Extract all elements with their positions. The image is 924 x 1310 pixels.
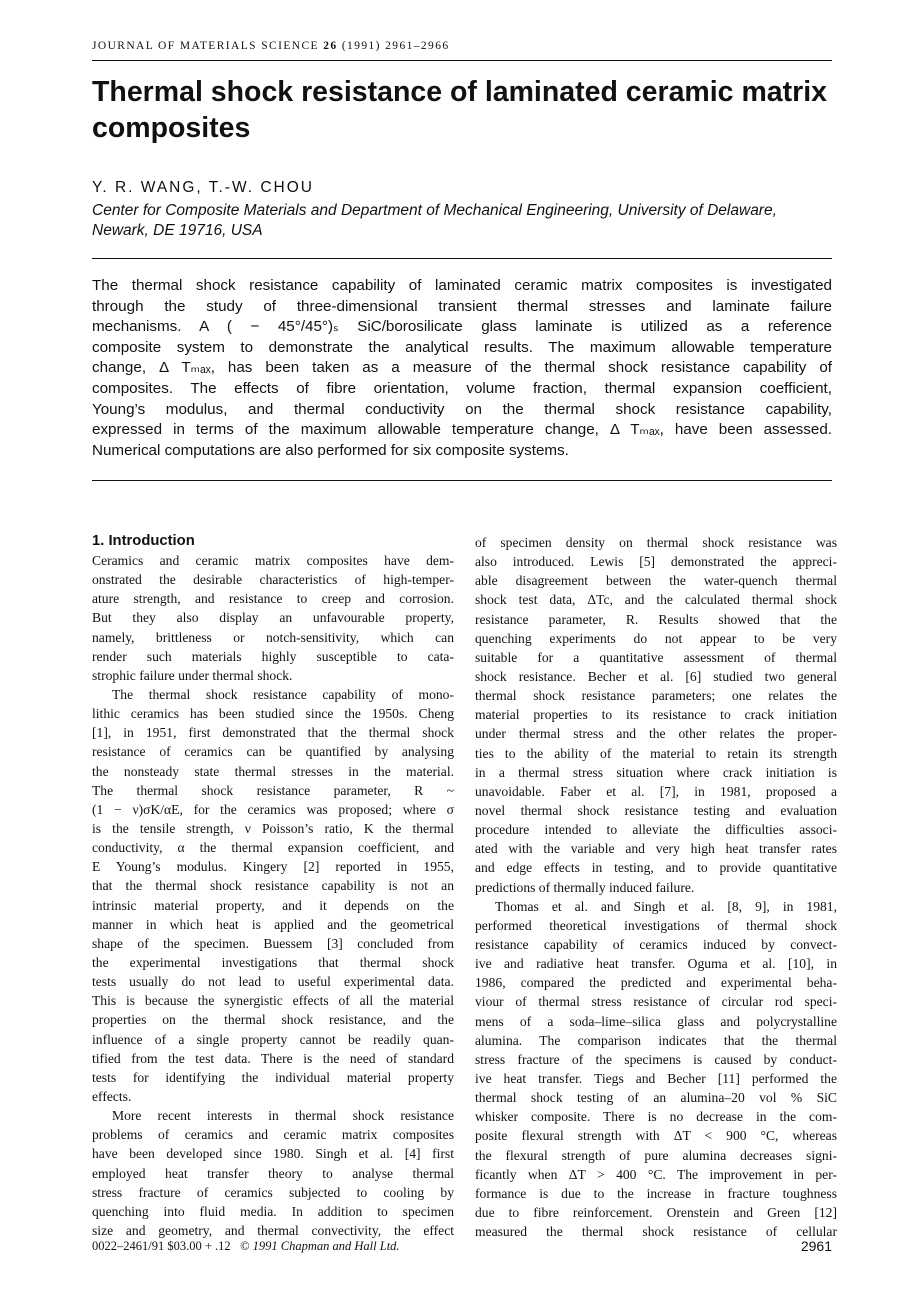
body-line: tified from the test data. There is the need of standard xyxy=(92,1050,454,1066)
body-line: in a thermal stress situation where crack initiation is xyxy=(475,764,837,780)
body-line: intrinsic material property, and it depends on the xyxy=(92,897,454,913)
author-list: Y. R. WANG, T.-W. CHOU xyxy=(92,179,314,196)
body-line: lithic ceramics has been studied since the 1950s. Cheng xyxy=(92,706,454,722)
abstract-line: composites. The effects of fibre orientation, volume fraction, thermal expansion coefficient, xyxy=(92,379,832,397)
journal-name: JOURNAL OF MATERIALS SCIENCE xyxy=(92,40,319,52)
body-line: Ceramics and ceramic matrix composites have dem- xyxy=(92,553,454,568)
abstract-line: Young’s modulus, and thermal conductivity on the thermal shock resistance capability, xyxy=(92,400,832,418)
body-line: But they also display an unfavourable property, xyxy=(92,610,454,626)
body-line: resistance of ceramics can be quantified by analysing xyxy=(92,744,454,760)
body-line: formance is due to the increase in fracture toughness xyxy=(475,1185,837,1201)
body-line: strophic failure under thermal shock. xyxy=(92,667,293,683)
body-line: alumina. The comparison indicates that the thermal xyxy=(475,1032,837,1048)
body-line: of specimen density on thermal shock resistance was xyxy=(475,535,837,550)
article-title: Thermal shock resistance of laminated ceramic matrix composites xyxy=(92,76,827,144)
body-line: tests for identifying the individual material property xyxy=(92,1069,454,1085)
body-line: namely, brittleness or notch-sensitivity, which can xyxy=(92,629,454,645)
footer-publication-info xyxy=(92,1239,400,1254)
body-line: due to fibre reinforcement. Orenstein and Green [12] xyxy=(475,1204,837,1220)
body-line: E Young’s modulus. Kingery [2] reported in 1955, xyxy=(92,859,454,875)
body-line: onstrated the desirable characteristics of high-temper- xyxy=(92,572,454,588)
body-line: stress fracture of the specimens is caused by conduct- xyxy=(475,1051,837,1067)
body-line: resistance capability of ceramics induced by convect- xyxy=(475,936,837,952)
journal-volume: 26 xyxy=(323,40,338,52)
body-line: conductivity, α the thermal expansion coefficient, and xyxy=(92,840,454,856)
footer-copyright: © 1991 Chapman and Hall Ltd. xyxy=(240,1239,400,1253)
abstract-line: Numerical computations are also performed for six composite systems. xyxy=(92,441,569,459)
body-line: 1986, compared the predicted and experimental beha- xyxy=(475,975,837,991)
body-line: shock resistance. Becher et al. [6] studied two general xyxy=(475,668,837,684)
body-line: material properties to its resistance to crack initiation xyxy=(475,707,837,723)
body-line: properties on the thermal shock resistance, and the xyxy=(92,1012,454,1028)
body-line: novel thermal shock resistance testing and evaluation xyxy=(475,802,837,818)
body-line: ties to the ability of the material to retain its strength xyxy=(475,745,837,761)
abstract-line: expressed in terms of the maximum allowable temperature change, Δ Tₘₐₓ, have been assessed. xyxy=(92,421,832,439)
footer-issn-price: 0022–2461/91 $03.00 + .12 xyxy=(92,1239,231,1253)
body-line: ive heat transfer. Tiegs and Becher [11] performed the xyxy=(475,1070,837,1086)
body-line: have been developed since 1980. Singh et al. [4] first xyxy=(92,1146,454,1162)
right-column xyxy=(475,533,837,1241)
body-line: effects. xyxy=(92,1088,132,1104)
body-line: ive and radiative heat transfer. Oguma et al. [10], in xyxy=(475,956,837,972)
abstract xyxy=(92,276,832,461)
body-line: render such materials highly susceptible to cata- xyxy=(92,648,454,664)
body-line: employed heat transfer theory to analyse thermal xyxy=(92,1165,454,1181)
body-line: [1], in 1951, first demonstrated that the thermal shock xyxy=(92,725,454,741)
body-line: quenching into fluid media. In addition to specimen xyxy=(92,1203,454,1219)
body-line: quenching experiments do not appear to be very xyxy=(475,630,837,646)
body-line: under thermal stress and the other relates the proper- xyxy=(475,726,837,742)
abstract-bottom-rule xyxy=(92,480,832,481)
body-line: also introduced. Lewis [5] demonstrated the appreci- xyxy=(475,554,837,570)
body-line: viour of thermal stress resistance of circular rod speci- xyxy=(475,994,837,1010)
journal-header xyxy=(92,40,832,52)
body-line: influence of a single property cannot be readily quan- xyxy=(92,1031,454,1047)
body-line: More recent interests in thermal shock resistance xyxy=(112,1108,454,1124)
abstract-line: The thermal shock resistance capability of laminated ceramic matrix composites is investigated xyxy=(92,277,832,294)
body-line: The thermal shock resistance parameter, R ~ xyxy=(92,782,454,798)
body-line: the experimental investigations that thermal shock xyxy=(92,954,454,970)
body-line: suitable for a quantitative assessment of thermal xyxy=(475,649,837,665)
body-line: stress fracture of ceramics subjected to cooling by xyxy=(92,1184,454,1200)
body-line: Thomas et al. and Singh et al. [8, 9], in 1981, xyxy=(495,898,837,914)
body-line: whisker composite. There is no decrease in the com- xyxy=(475,1109,837,1125)
body-line: mens of a soda–lime–silica glass and polycrystalline xyxy=(475,1013,837,1029)
abstract-top-rule xyxy=(92,258,832,259)
body-line: manner in which heat is applied and the geometrical xyxy=(92,916,454,932)
body-line: the nonsteady state thermal stresses in the material. xyxy=(92,763,454,779)
body-line: is the tensile strength, ν Poisson’s ratio, K the thermal xyxy=(92,820,454,836)
abstract-line: change, Δ Tₘₐₓ, has been taken as a measure of the thermal shock resistance capability of xyxy=(92,359,832,377)
body-line: and edge effects in testing, and to provide quantitative xyxy=(475,860,837,876)
body-line: problems of ceramics and ceramic matrix composites xyxy=(92,1127,454,1143)
body-line: that the thermal shock resistance capability is not an xyxy=(92,878,454,894)
abstract-line: mechanisms. A ( − 45°/45°)ₛ SiC/borosilicate glass laminate is utilized as a reference xyxy=(92,318,832,336)
author-affiliation: Center for Composite Materials and Department of Mechanical Engineering, University of Delaware, Newark, DE 19716, USA xyxy=(92,202,777,239)
body-line: shape of the specimen. Buessem [3] concluded from xyxy=(92,935,454,951)
body-line: (1 − ν)σK/αE, for the ceramics was proposed; where σ xyxy=(92,801,454,817)
page-number: 2961 xyxy=(800,1238,832,1254)
header-rule xyxy=(92,60,832,61)
body-line: posite flexural strength with ΔT < 900 °C, whereas xyxy=(475,1128,837,1144)
body-line: The thermal shock resistance capability of mono- xyxy=(112,686,454,702)
body-line: This is because the synergistic effects of all the material xyxy=(92,993,454,1009)
body-line: predictions of thermally induced failure. xyxy=(475,879,695,895)
body-line: unavoidable. Faber et al. [7], in 1981, proposed a xyxy=(475,783,837,799)
body-line: able disagreement between the water-quench thermal xyxy=(475,573,837,589)
section-heading: 1. Introduction xyxy=(92,533,195,549)
body-line: performed theoretical investigations of thermal shock xyxy=(475,917,837,933)
left-column xyxy=(92,530,454,1240)
body-line: ficantly when ΔT > 400 °C. The improvement in per- xyxy=(475,1166,837,1182)
body-line: tests usually do not lead to useful experimental data. xyxy=(92,974,454,990)
body-line: shock test data, ΔTc, and the calculated thermal shock xyxy=(475,592,837,608)
body-line: measured the thermal shock resistance of cellular xyxy=(475,1224,837,1240)
body-line: the flexural strength of pure alumina decreases signi- xyxy=(475,1147,837,1163)
body-line: resistance parameter, R. Results showed that the xyxy=(475,611,837,627)
abstract-line: through the study of three-dimensional transient thermal stresses and laminate failure xyxy=(92,297,832,315)
body-line: procedure intended to alleviate the difficulties associ- xyxy=(475,822,837,838)
body-line: size and geometry, and thermal convectivity, the effect xyxy=(92,1222,454,1238)
body-line: ated with the variable and very high heat transfer rates xyxy=(475,841,837,857)
body-line: ature strength, and resistance to creep and corrosion. xyxy=(92,591,454,607)
body-line: thermal shock resistance parameters; one relates the xyxy=(475,688,837,704)
journal-year-pages: (1991) 2961–2966 xyxy=(341,40,450,52)
abstract-line: composite system to demonstrate the analytical results. The maximum allowable temperature xyxy=(92,338,832,356)
body-line: thermal shock testing of an alumina–20 vol % SiC xyxy=(475,1090,837,1106)
